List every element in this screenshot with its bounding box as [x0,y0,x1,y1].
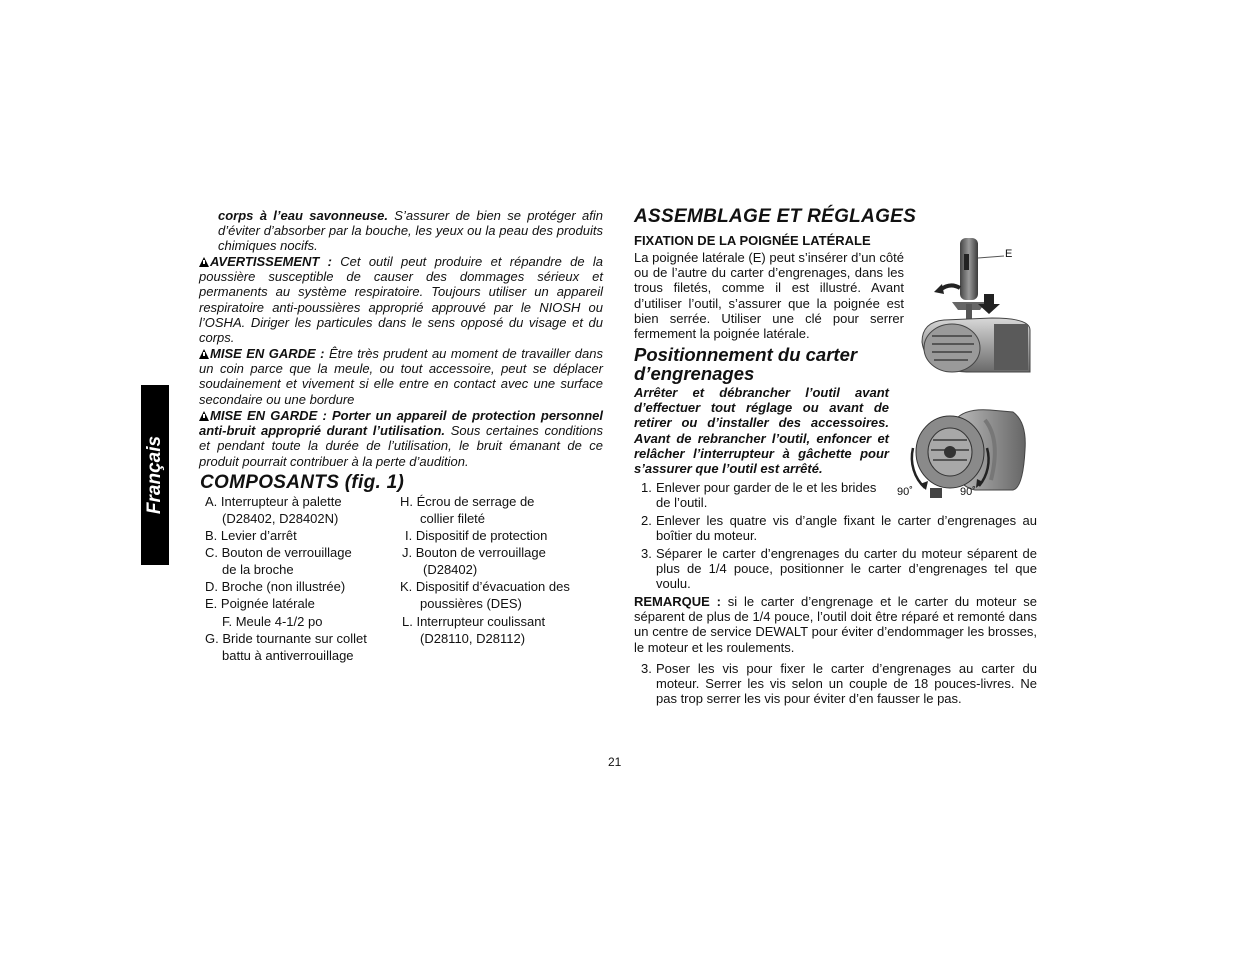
side-handle-subheading: FIXATION DE LA POIGNÉE LATÉRALE [634,233,871,248]
remark-text: si le carter d’engrenage et le carter du moteur se séparent de plus de 1/4 pouce, l’outil doit être réparé et remonté dans un centre de service DEWALT pour éviter d’endommager les brosses, le moteur et les roulements. [634,594,1037,655]
warning-label: AVERTISSEMENT : [210,254,332,269]
step-text: Enlever pour garder de le et les brides de l’outil. [656,480,877,511]
intro-bold: corps à l’eau savonneuse. [218,208,388,223]
caution-hearing-bold: MISE EN GARDE : Porter un appareil de protection personnel anti-bruit approprié durant l’utilisation. [199,408,603,439]
component-item: J. Bouton de verrouillage [402,545,546,560]
component-item: (D28402, D28402N) [222,511,339,526]
page-number: 21 [608,755,622,769]
component-item: (D28402) [423,562,478,577]
warning-icon [199,411,209,421]
component-item: poussières (DES) [420,596,522,611]
figure-label-e: E [1005,248,1013,260]
angle-label-left: 90˚ [897,486,913,498]
component-item: B. Levier d’arrêt [205,528,297,543]
component-item: (D28110, D28112) [420,631,526,646]
intro-rest: S’assurer de bien se protéger afin d’éviter d’absorber par la bouche, les yeux ou la peau des produits chimiques nocifs. [218,208,603,254]
language-tab-label: Français [144,435,165,515]
component-item: H. Écrou de serrage de [400,494,535,509]
component-item: K. Dispositif d’évacuation des [400,579,570,594]
angle-label-right: 90˚ [960,486,976,498]
component-item: E. Poignée latérale [205,596,315,611]
warning-icon [199,349,209,359]
remark-label: REMARQUE : [634,594,721,609]
step-number: 3. [641,546,652,561]
language-tab [141,385,169,565]
step-text: Séparer le carter d’engrenages du carter du moteur séparent de plus de 1/4 pouce, positionner le carter d’engrenages tel que voulu. [656,546,1037,592]
component-item: D. Broche (non illustrée) [205,579,346,594]
warning-icon [199,257,209,267]
step-number: 1. [641,480,652,495]
gear-case-illustration [895,400,1030,500]
component-item: A. Interrupteur à palette [205,494,342,509]
component-item: F. Meule 4-1/2 po [222,614,323,629]
caution-text: Être très prudent au moment de travailler dans un coin parce que la meule, ou tout accessoire, peut se déplacer soudainement et vivement si elle entre en contact avec une surface secondaire ou une bordure [199,346,603,407]
component-item: L. Interrupteur coulissant [402,614,546,629]
caution-corner [199,346,603,407]
intro-paragraph [218,208,603,254]
component-item: de la broche [222,562,294,577]
component-item: collier fileté [420,511,486,526]
warning-respiratory [199,254,603,345]
component-item: G. Bride tournante sur collet [205,631,367,646]
step-text: Enlever les quatre vis d’angle fixant le carter d’engrenages au boîtier du moteur. [656,513,1037,544]
caution-label: MISE EN GARDE : [210,346,325,361]
side-handle-paragraph: La poignée latérale (E) peut s’insérer d’un côté ou de l’autre du carter d’engrenages, dans les trous filetés, comme il est illustré. Avant d’utiliser l’outil, s’assurer que la poignée est bien serrée. Utiliser une clé pour serrer fermement la poignée latérale. [634,250,904,342]
assemblage-heading: ASSEMBLAGE ET RÉGLAGES [634,206,917,227]
component-item: I. Dispositif de protection [405,528,548,543]
component-item: C. Bouton de verrouillage [205,545,352,560]
remark-paragraph [634,594,1037,655]
warning-text: Cet outil peut produire et répandre de la poussière susceptible de causer des dommages sérieux et permanents au système respiratoire. Toujours utiliser un appareil respiratoire anti-poussières approprié approuvé par le NIOSH ou l’OSHA. Diriger les particules dans le sens opposé du visage et du corps. [199,254,603,346]
side-handle-illustration [912,232,1042,384]
step-number: 2. [641,513,652,528]
composants-heading: COMPOSANTS (fig. 1) [200,472,405,493]
gear-case-subheading: Positionnement du carter d’engrenages [634,344,858,384]
step-number: 3. [641,661,652,676]
caution-hearing-text: Sous certaines conditions et pendant toute la durée de l’utilisation, le bruit émanant de ce produit pourrait contribuer à la perte d’audition. [199,423,603,469]
step-text: Poser les vis pour fixer le carter d’engrenages au carter du moteur. Serrer les vis selon un couple de 18 pouces-livres. Ne pas trop serrer les vis pour éviter d’en fausser le pas. [656,661,1037,707]
component-item: battu à antiverrouillage [222,648,354,663]
disconnect-warning: Arrêter et débrancher l’outil avant d’effectuer tout réglage ou avant de retirer ou d’installer des accessoires. Avant de rebrancher l’outil, enfoncer et relâcher l’interrupteur à gâchette pour s’assurer que l’outil est arrêté. [634,385,889,477]
caution-hearing [199,408,603,469]
